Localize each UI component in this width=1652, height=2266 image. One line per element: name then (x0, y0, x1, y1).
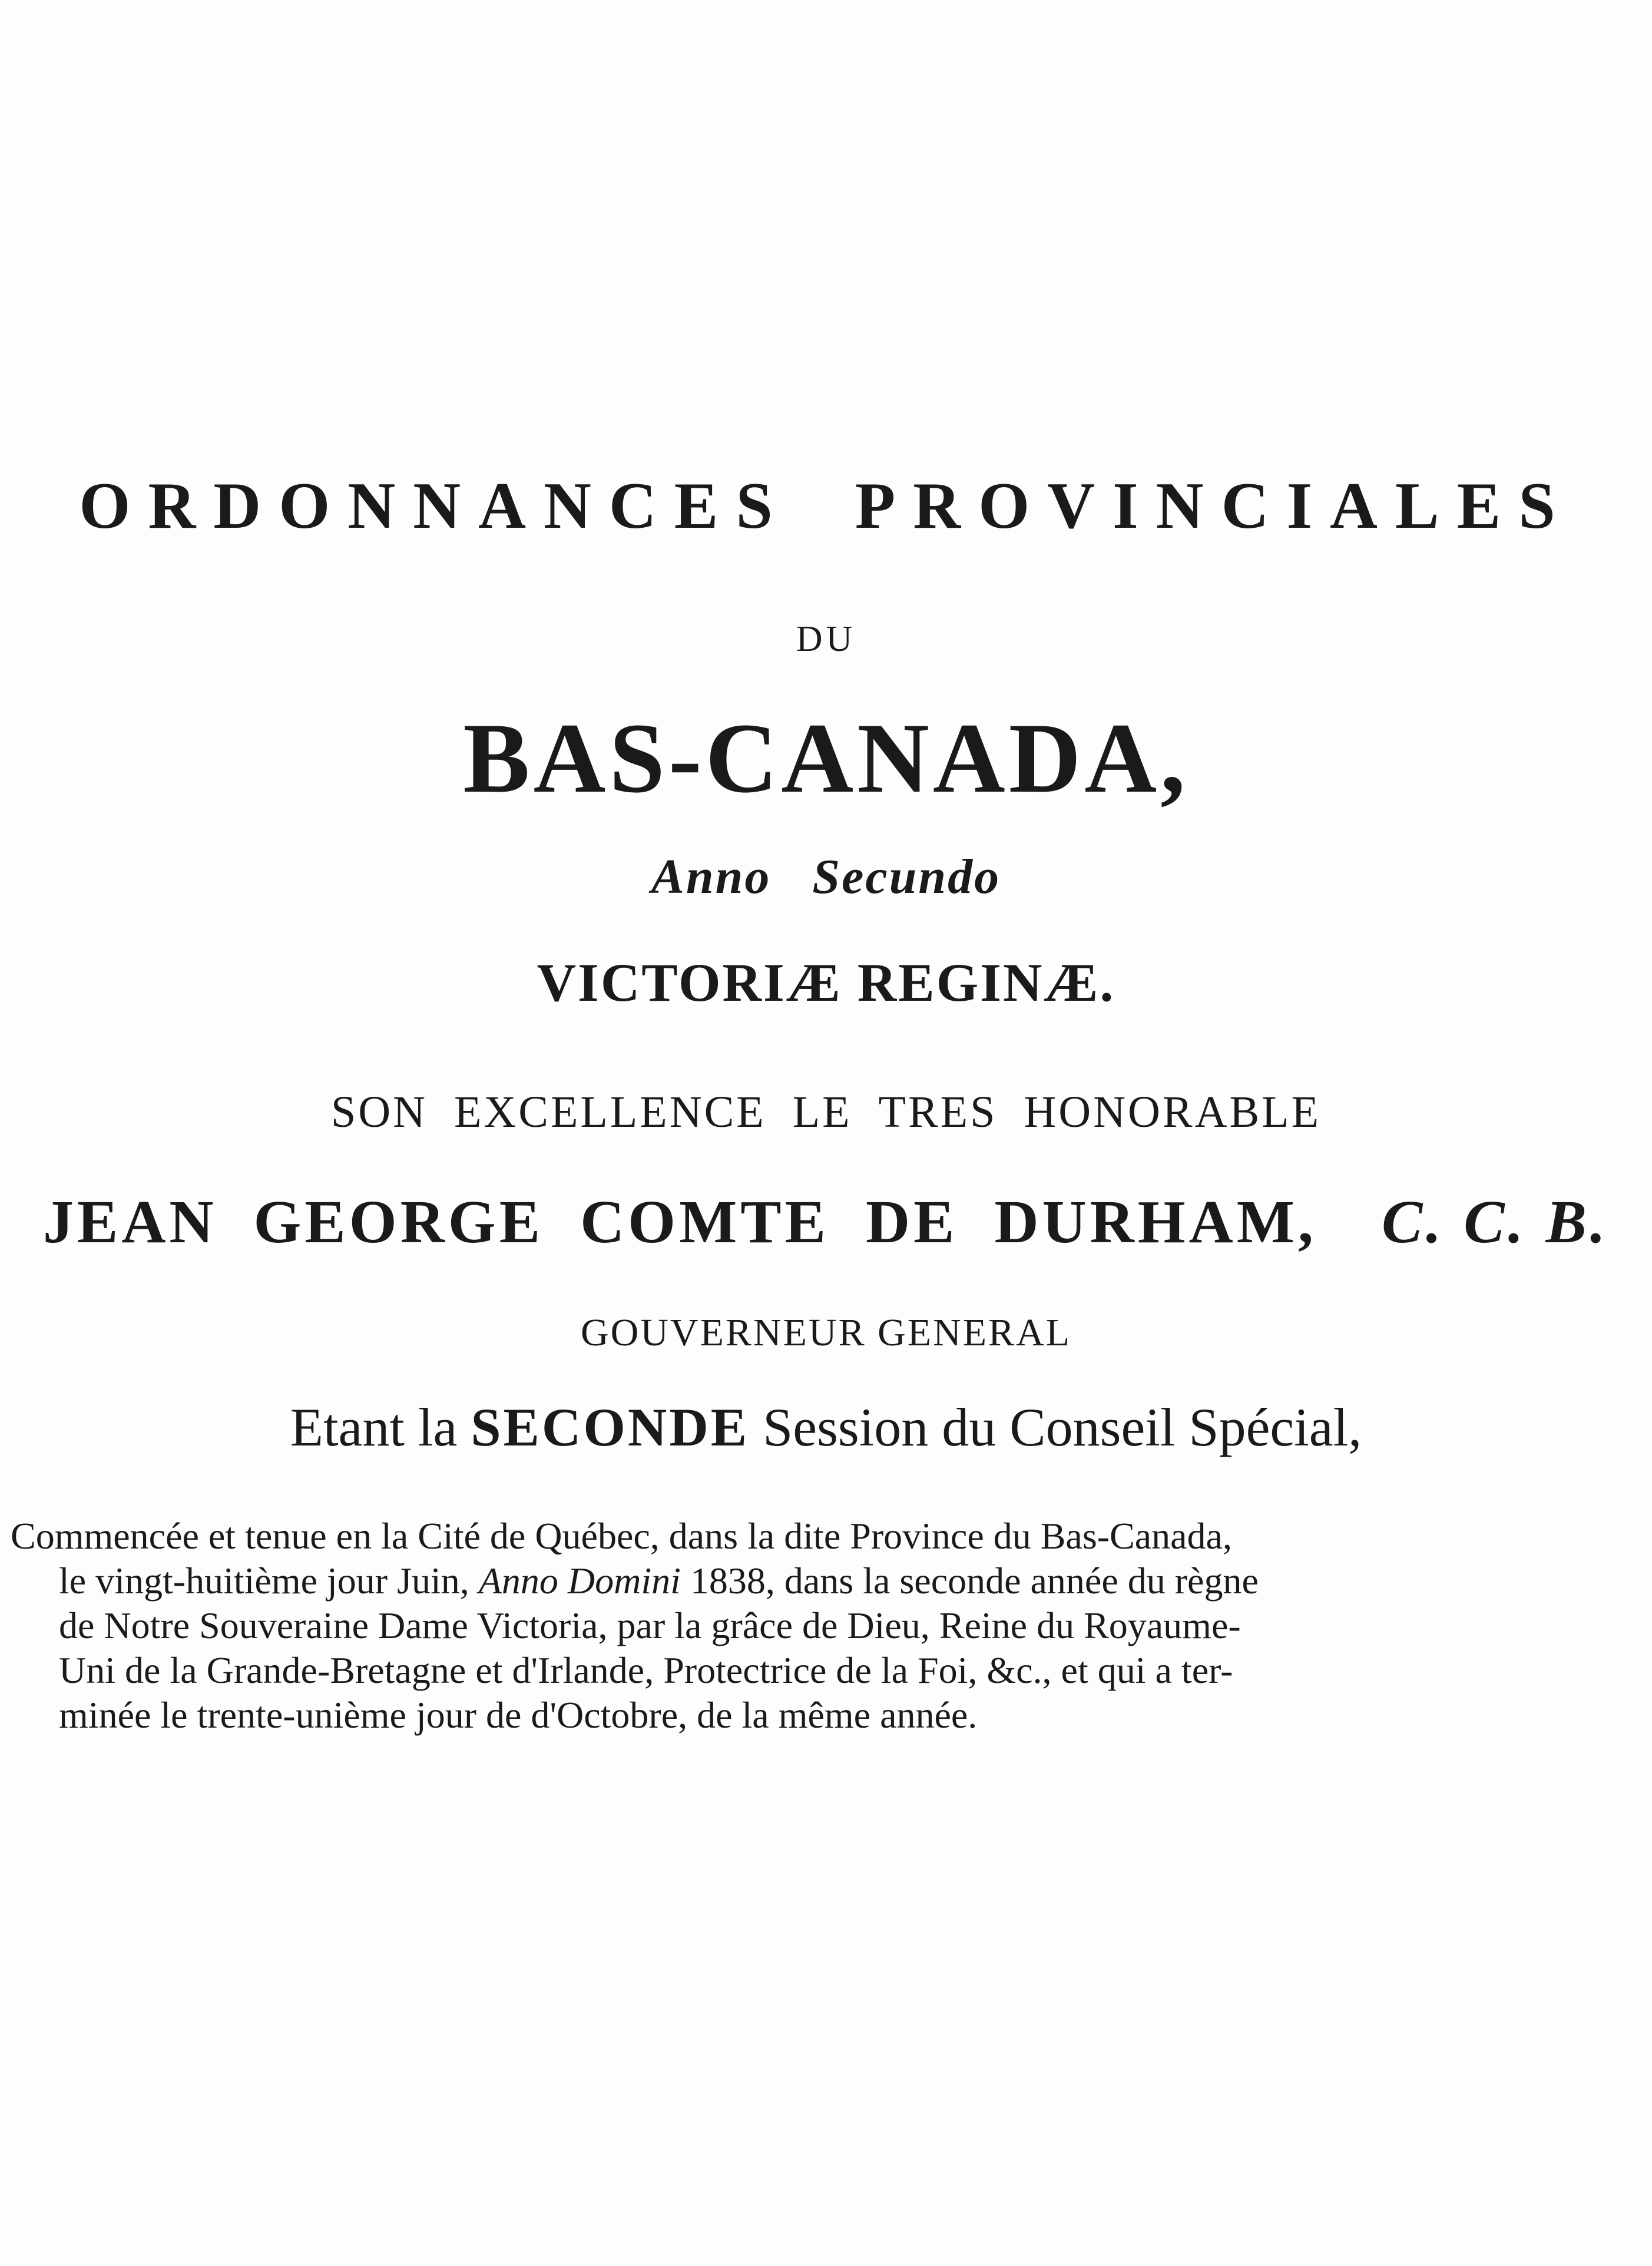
office-title: GOUVERNEUR GENERAL (580, 1311, 1072, 1354)
session-line (0, 1396, 1652, 1458)
para-line-1: Commencée et tenue en la Cité de Québec, dans la dite Province du Bas-Canada, (11, 1515, 1232, 1557)
main-title (0, 468, 1652, 544)
name-word-4: DE (865, 1188, 958, 1256)
son-word-5: HONORABLE (1024, 1087, 1322, 1137)
son-word-1: SON (330, 1087, 428, 1137)
name-word-3: COMTE (580, 1188, 829, 1256)
session-paragraph (0, 1514, 1652, 1738)
session-pre: Etant la (290, 1397, 458, 1457)
session-post: Session du Conseil Spécial, (763, 1397, 1362, 1457)
son-word-3: LE (792, 1087, 852, 1137)
para-line-3: de Notre Souveraine Dame Victoria, par la grâce de Dieu, Reine du Royaume- (59, 1605, 1241, 1646)
name-word-2: GEORGE (253, 1188, 544, 1256)
son-word-4: TRES (878, 1087, 998, 1137)
para-line-2-post: 1838, dans la seconde année du règne (690, 1560, 1259, 1602)
name-word-1: JEAN (42, 1188, 217, 1256)
son-excellence-line (0, 1087, 1652, 1138)
para-line-4: Uni de la Grande-Bretagne et d'Irlande, Protectrice de la Foi, &c., et qui a ter- (59, 1649, 1233, 1691)
son-word-2: EXCELLENCE (454, 1087, 766, 1137)
reign-title: VICTORIÆ REGINÆ. (537, 952, 1115, 1013)
para-line-2 (0, 1559, 1652, 1603)
secundo-word: Secundo (812, 849, 1001, 904)
para-line-5: minée le trente-unième jour de d'Octobre, de la même année. (59, 1694, 978, 1736)
title-word-provinciales: PROVINCIALES (855, 469, 1573, 542)
anno-word: Anno (651, 849, 772, 904)
session-bold: SECONDE (471, 1397, 750, 1457)
title-du: DU (796, 619, 856, 659)
governor-name-line (0, 1187, 1652, 1257)
province-title: BAS-CANADA, (463, 703, 1189, 813)
para-line-2-pre: le vingt-huitième jour Juin, (59, 1560, 469, 1602)
anno-secundo (0, 848, 1652, 905)
name-ccb: C. C. B. (1381, 1188, 1610, 1256)
para-line-2-em: Anno Domini (478, 1560, 681, 1602)
name-word-5: DURHAM, (994, 1188, 1317, 1256)
title-word-ordonnances: ORDONNANCES (79, 469, 790, 542)
